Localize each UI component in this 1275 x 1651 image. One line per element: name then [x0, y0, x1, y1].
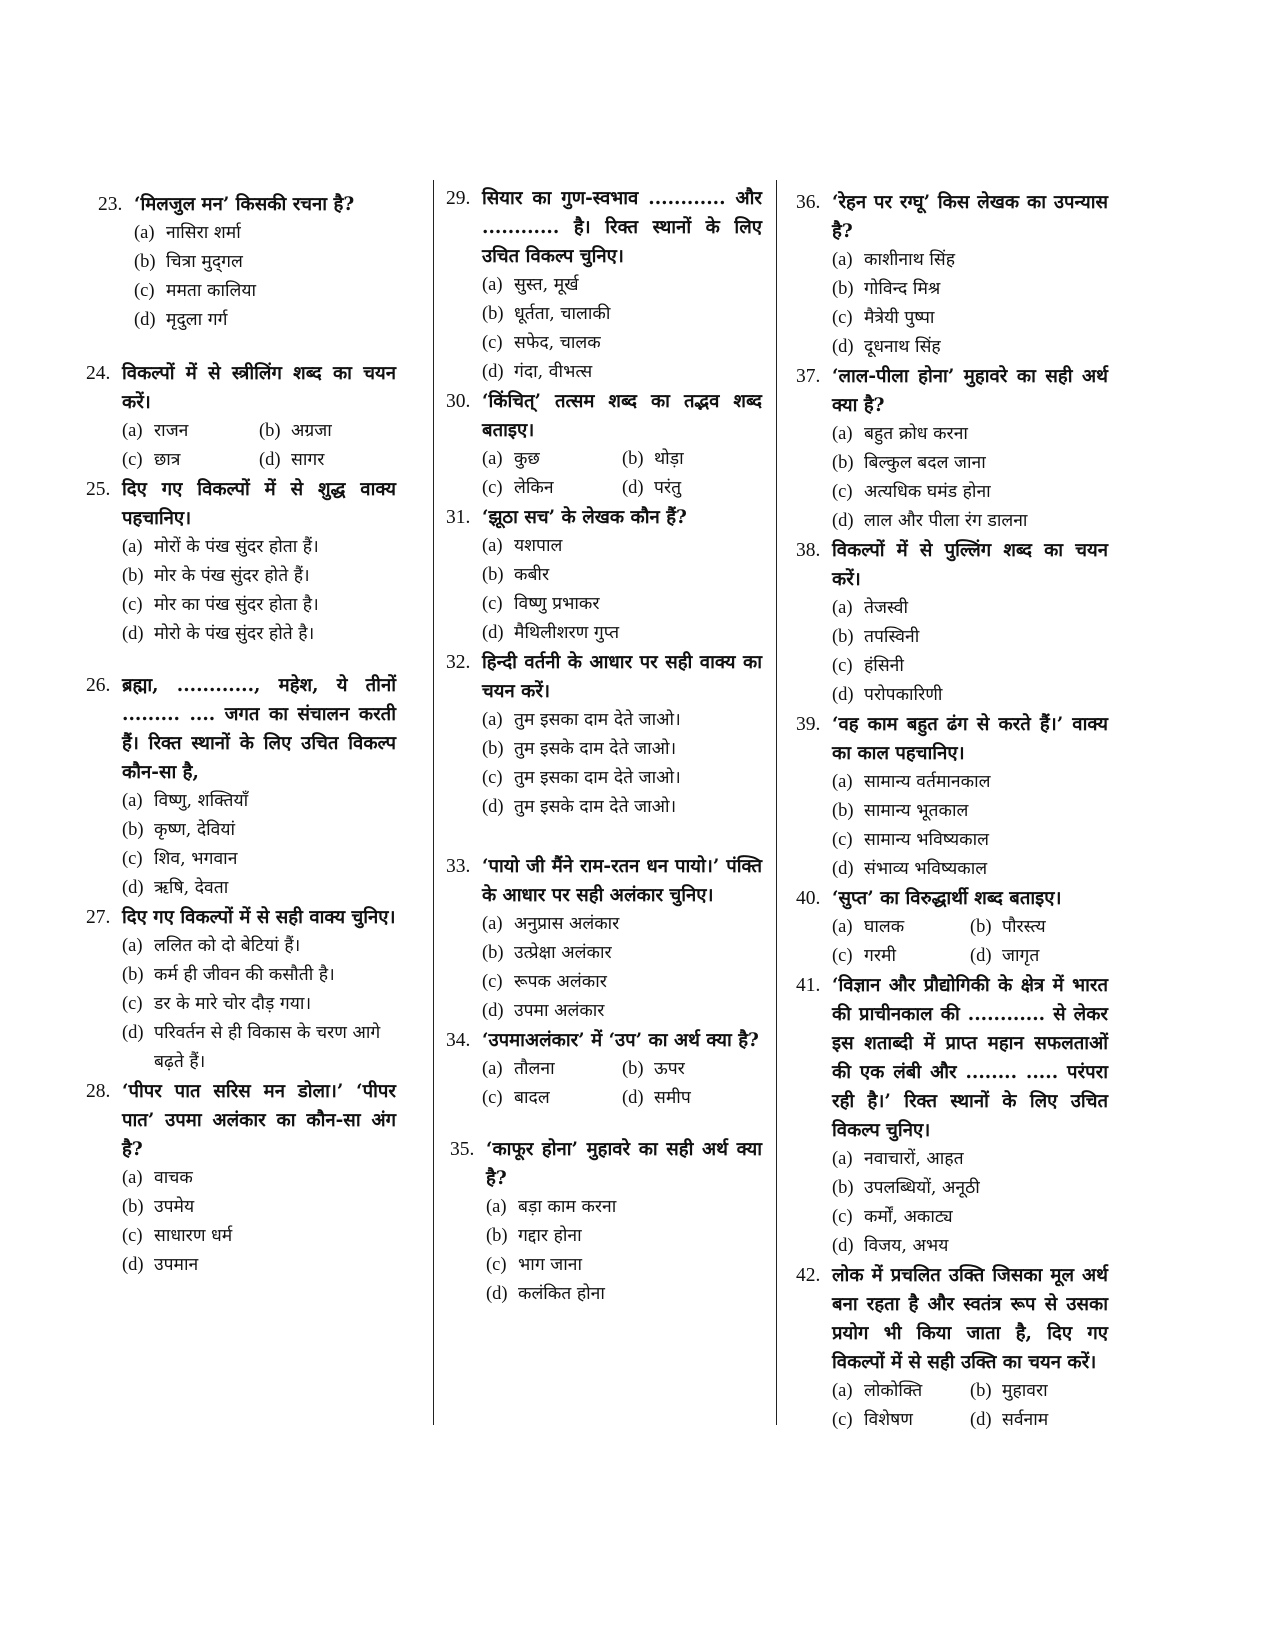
option-b: (b) बिल्कुल बदल जाना — [832, 453, 986, 473]
option-a: (a) अनुप्रास अलंकार — [482, 914, 620, 934]
option-c: (c) शिव, भगवान — [122, 849, 238, 869]
option-c: (c) कर्मों, अकाट्य — [832, 1207, 953, 1227]
option-c: (c) विष्णु प्रभाकर — [482, 594, 600, 614]
question-42 — [796, 1261, 1108, 1435]
question-number: 39. — [796, 714, 821, 735]
option-c: (c) सामान्य भविष्यकाल — [832, 830, 989, 850]
question-number: 28. — [86, 1081, 111, 1102]
question-27 — [86, 903, 396, 1077]
option-b: (b) तपस्विनी — [832, 627, 920, 647]
option-b: (b) कृष्ण, देवियां — [122, 820, 236, 840]
option-b: (b) कर्म ही जीवन की कसौती है। — [122, 965, 335, 985]
question-number: 26. — [86, 675, 111, 696]
option-c: (c) छात्र — [122, 450, 181, 470]
column-2 — [446, 184, 762, 1309]
question-text: विकल्पों में से स्त्रीलिंग शब्द का चयन करें। — [122, 363, 396, 413]
question-number: 30. — [446, 391, 471, 412]
option-d: (d) ऋषि, देवता — [122, 878, 229, 898]
option-d: (d) लाल और पीला रंग डालना — [832, 511, 1028, 531]
question-23 — [98, 190, 396, 335]
option-b: (b) गद्दार होना — [486, 1226, 582, 1246]
question-number: 38. — [796, 540, 821, 561]
option-a: (a) बड़ा काम करना — [486, 1197, 617, 1217]
question-text: हिन्दी वर्तनी के आधार पर सही वाक्य का चयन करें। — [482, 652, 762, 702]
option-c: (c) तुम इसका दाम देते जाओ। — [482, 768, 681, 788]
option-a: (a) घालक — [832, 917, 905, 937]
option-c: (c) लेकिन — [482, 478, 554, 498]
question-26 — [86, 671, 396, 903]
option-d: (d) उपमान — [122, 1255, 199, 1275]
option-b: (b) उपमेय — [122, 1197, 195, 1217]
option-d: (d) सर्वनाम — [970, 1410, 1049, 1430]
question-number: 32. — [446, 652, 471, 673]
question-number: 35. — [450, 1139, 475, 1160]
question-32 — [446, 648, 762, 822]
option-a: (a) विष्णु, शक्तियाँ — [122, 791, 249, 811]
question-text: ‘पीपर पात सरिस मन डोला।’ ‘पीपर पात’ उपमा अलंकार का कौन-सा अंग है? — [122, 1081, 396, 1160]
question-35 — [450, 1135, 762, 1309]
option-d: (d) जागृत — [970, 946, 1040, 966]
question-29 — [446, 184, 762, 387]
option-c: (c) ममता कालिया — [134, 281, 257, 301]
option-d: (d) परंतु — [622, 478, 682, 498]
option-b: (b) धूर्तता, चालाकी — [482, 304, 611, 324]
option-a: (a) कुछ — [482, 449, 540, 469]
option-b: (b) उपलब्धियों, अनूठी — [832, 1178, 980, 1198]
question-text: ‘विज्ञान और प्रौद्योगिकी के क्षेत्र में भारत की प्राचीनकाल की ............ से लेकर इस शताब्दी में प्राप्त महान सफलताओं की एक लंबी और ........ ..... परंपरा रही है।’ रिक्त स्थानों के लिए उचित विकल्प चुनिए। — [832, 975, 1108, 1141]
question-text: ‘उपमाअलंकार’ में ‘उप’ का अर्थ क्या है? — [482, 1030, 759, 1051]
option-d: (d) परोपकारिणी — [832, 685, 943, 705]
question-40 — [796, 884, 1108, 971]
question-28 — [86, 1077, 396, 1280]
question-text: ‘मिलजुल मन’ किसकी रचना है? — [134, 194, 355, 215]
question-37 — [796, 362, 1108, 536]
option-a: (a) यशपाल — [482, 536, 563, 556]
question-number: 34. — [446, 1030, 471, 1051]
question-text: ‘लाल-पीला होना’ मुहावरे का सही अर्थ क्या है? — [832, 366, 1108, 416]
question-39 — [796, 710, 1108, 884]
option-d: (d) दूधनाथ सिंह — [832, 337, 941, 357]
column-1 — [86, 190, 396, 1280]
question-25 — [86, 475, 396, 649]
question-33 — [446, 852, 762, 1026]
question-text: सियार का गुण-स्वभाव ............ और ............ है। रिक्त स्थानों के लिए उचित विकल्प चुनिए। — [482, 188, 762, 267]
option-a: (a) मोरों के पंख सुंदर होता हैं। — [122, 537, 319, 557]
option-a: (a) काशीनाथ सिंह — [832, 250, 956, 270]
question-number: 41. — [796, 975, 821, 996]
question-text: ‘रेहन पर रग्घू’ किस लेखक का उपन्यास है? — [832, 192, 1108, 242]
question-number: 25. — [86, 479, 111, 500]
question-34 — [446, 1026, 762, 1113]
option-b: (b) ऊपर — [622, 1059, 685, 1079]
question-number: 36. — [796, 192, 821, 213]
option-b: (b) उत्प्रेक्षा अलंकार — [482, 943, 612, 963]
option-a: (a) लोकोक्ति — [832, 1381, 923, 1401]
question-text: दिए गए विकल्पों में से शुद्ध वाक्य पहचानिए। — [122, 479, 396, 529]
option-a: (a) तुम इसका दाम देते जाओ। — [482, 710, 681, 730]
question-text: लोक में प्रचलित उक्ति जिसका मूल अर्थ बना रहता है और स्वतंत्र रूप से उसका प्रयोग भी किया जाता है, दिए गए विकल्पों में से सही उक्ति का चयन करें। — [832, 1265, 1108, 1373]
column-divider-left — [433, 180, 434, 1425]
option-d: (d) उपमा अलंकार — [482, 1001, 605, 1021]
option-b: (b) मुहावरा — [970, 1381, 1048, 1401]
option-c: (c) भाग जाना — [486, 1255, 583, 1275]
question-number: 37. — [796, 366, 821, 387]
option-c: (c) सफेद, चालक — [482, 333, 601, 353]
option-b: (b) अग्रजा — [259, 421, 332, 441]
option-b: (b) कबीर — [482, 565, 550, 585]
option-d: (d) परिवर्तन से ही विकास के चरण आगे बढ़ते हैं। — [122, 1023, 381, 1072]
question-36 — [796, 188, 1108, 362]
question-text: ब्रह्मा, ............, महेश, ये तीनों ......... .... जगत का संचालन करती हैं। रिक्त स्थानों के लिए उचित विकल्प कौन-सा है, — [122, 675, 396, 783]
option-c: (c) गरमी — [832, 946, 897, 966]
question-41 — [796, 971, 1108, 1261]
option-c: (c) बादल — [482, 1088, 550, 1108]
option-a: (a) बहुत क्रोध करना — [832, 424, 968, 444]
option-c: (c) साधारण धर्म — [122, 1226, 233, 1246]
option-a: (a) तौलना — [482, 1059, 555, 1079]
column-3 — [796, 188, 1108, 1435]
question-number: 40. — [796, 888, 821, 909]
option-b: (b) चित्रा मुद्‌गल — [134, 252, 243, 272]
option-d: (d) तुम इसके दाम देते जाओ। — [482, 797, 677, 817]
option-a: (a) राजन — [122, 421, 189, 441]
question-text: ‘किंचित्’ तत्सम शब्द का तद्भव शब्द बताइए। — [482, 391, 762, 441]
option-d: (d) समीप — [622, 1088, 691, 1108]
option-a: (a) सुस्त, मूर्ख — [482, 275, 579, 295]
question-text: ‘झूठा सच’ के लेखक कौन हैं? — [482, 507, 687, 528]
option-c: (c) मोर का पंख सुंदर होता है। — [122, 595, 319, 615]
option-d: (d) संभाव्य भविष्यकाल — [832, 859, 988, 879]
question-number: 24. — [86, 363, 111, 384]
option-a: (a) तेजस्वी — [832, 598, 909, 618]
question-text: दिए गए विकल्पों में से सही वाक्य चुनिए। — [122, 907, 396, 928]
option-c: (c) हंसिनी — [832, 656, 904, 676]
question-24 — [86, 359, 396, 475]
option-d: (d) सागर — [259, 450, 325, 470]
question-31 — [446, 503, 762, 648]
question-number: 31. — [446, 507, 471, 528]
option-c: (c) डर के मारे चोर दौड़ गया। — [122, 994, 312, 1014]
option-c: (c) विशेषण — [832, 1410, 913, 1430]
question-number: 42. — [796, 1265, 821, 1286]
option-c: (c) मैत्रेयी पुष्पा — [832, 308, 935, 328]
question-38 — [796, 536, 1108, 710]
option-a: (a) ललित को दो बेटियां हैं। — [122, 936, 301, 956]
option-b: (b) तुम इसके दाम देते जाओ। — [482, 739, 677, 759]
question-text: विकल्पों में से पुल्लिंग शब्द का चयन करें। — [832, 540, 1108, 590]
option-a: (a) सामान्य वर्तमानकाल — [832, 772, 991, 792]
option-a: (a) नासिरा शर्मा — [134, 223, 241, 243]
option-b: (b) गोविन्द मिश्र — [832, 279, 941, 299]
option-a: (a) वाचक — [122, 1168, 193, 1188]
option-b: (b) मोर के पंख सुंदर होते हैं। — [122, 566, 310, 586]
option-b: (b) सामान्य भूतकाल — [832, 801, 969, 821]
option-d: (d) विजय, अभय — [832, 1236, 949, 1256]
question-text: ‘वह काम बहुत ढंग से करते हैं।’ वाक्य का काल पहचानिए। — [832, 714, 1108, 764]
question-text: ‘पायो जी मैंने राम-रतन धन पायो।’ पंक्ति के आधार पर सही अलंकार चुनिए। — [482, 856, 762, 906]
question-number: 29. — [446, 188, 471, 209]
question-number: 27. — [86, 907, 111, 928]
option-b: (b) पौरस्त्य — [970, 917, 1046, 937]
option-c: (c) रूपक अलंकार — [482, 972, 607, 992]
option-d: (d) मैथिलीशरण गुप्त — [482, 623, 620, 643]
option-d: (d) मृदुला गर्ग — [134, 310, 228, 330]
option-a: (a) नवाचारों, आहत — [832, 1149, 964, 1169]
option-d: (d) मोरो के पंख सुंदर होते है। — [122, 624, 315, 644]
option-b: (b) थोड़ा — [622, 449, 684, 469]
question-30 — [446, 387, 762, 503]
question-text: ‘सुप्त’ का विरुद्धार्थी शब्द बताइए। — [832, 888, 1062, 909]
option-d: (d) कलंकित होना — [486, 1284, 605, 1304]
column-divider-right — [776, 180, 777, 1425]
question-number: 23. — [98, 194, 123, 215]
question-number: 33. — [446, 856, 471, 877]
option-d: (d) गंदा, वीभत्स — [482, 362, 593, 382]
question-text: ‘काफूर होना’ मुहावरे का सही अर्थ क्या है? — [486, 1139, 762, 1189]
option-c: (c) अत्यधिक घमंड होना — [832, 482, 991, 502]
